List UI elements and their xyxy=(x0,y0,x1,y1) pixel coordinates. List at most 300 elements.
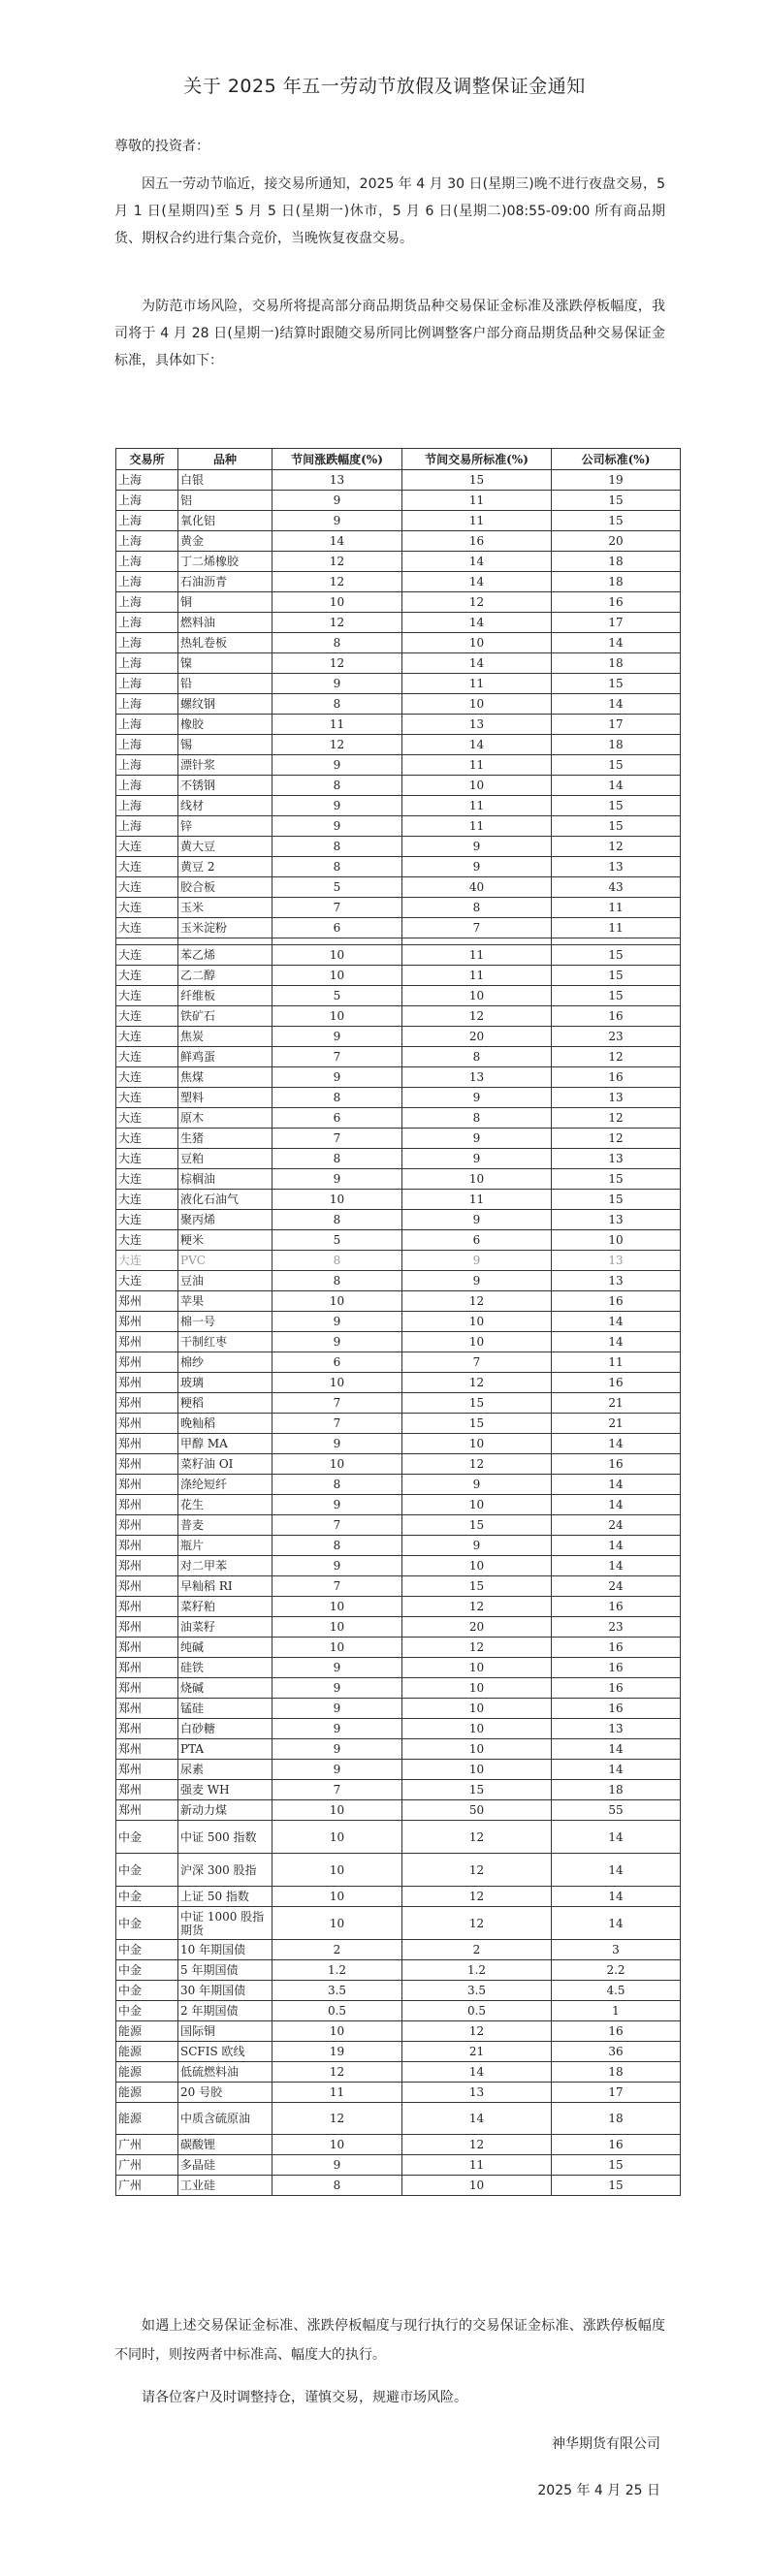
cell-exchange: 中金 xyxy=(116,1960,178,1981)
cell-product: 铅 xyxy=(178,674,272,694)
cell-exchange-standard: 9 xyxy=(402,1475,552,1495)
table-row xyxy=(116,552,681,572)
cell-exchange-standard: 9 xyxy=(402,1210,552,1230)
cell-exchange: 上海 xyxy=(116,653,178,674)
cell-exchange-standard: 15 xyxy=(402,470,552,491)
cell-company-standard: 15 xyxy=(552,491,681,511)
cell-exchange: 大连 xyxy=(116,877,178,898)
cell-limit: 10 xyxy=(272,1887,402,1907)
table-row xyxy=(116,2021,681,2042)
table-row xyxy=(116,1638,681,1658)
cell-exchange: 大连 xyxy=(116,1190,178,1210)
cell-exchange: 上海 xyxy=(116,735,178,755)
cell-limit: 12 xyxy=(272,552,402,572)
cell-company-standard: 15 xyxy=(552,1190,681,1210)
cell-exchange-standard: 12 xyxy=(402,2135,552,2155)
cell-exchange-standard: 20 xyxy=(402,1617,552,1638)
header-exchange: 交易所 xyxy=(116,449,178,470)
cell-limit: 8 xyxy=(272,1088,402,1108)
table-row xyxy=(116,898,681,918)
cell-limit: 3.5 xyxy=(272,1981,402,2001)
cell-limit: 10 xyxy=(272,2021,402,2042)
cell-company-standard: 24 xyxy=(552,1515,681,1536)
cell-product: 焦煤 xyxy=(178,1067,272,1088)
table-row xyxy=(116,1230,681,1251)
cell-company-standard: 14 xyxy=(552,694,681,715)
table-row xyxy=(116,1960,681,1981)
cell-company-standard: 14 xyxy=(552,1434,681,1454)
gap-cell xyxy=(402,938,552,945)
cell-company-standard: 15 xyxy=(552,511,681,531)
cell-exchange: 郑州 xyxy=(116,1678,178,1699)
cell-company-standard: 23 xyxy=(552,1027,681,1047)
table-row xyxy=(116,1149,681,1169)
cell-product: 油菜籽 xyxy=(178,1617,272,1638)
header-limit: 节间涨跌幅度(%) xyxy=(272,449,402,470)
cell-company-standard: 36 xyxy=(552,2042,681,2062)
cell-exchange-standard: 11 xyxy=(402,755,552,776)
cell-product: 生猪 xyxy=(178,1129,272,1149)
paragraph-margin-adjust: 为防范市场风险，交易所将提高部分商品期货品种交易保证金标准及涨跌停板幅度，我司将于 4 月 28 日(星期一)结算时跟随交易所同比例调整客户部分商品期货品种交易保证金标准，具体如下： xyxy=(114,299,665,368)
cell-product: 瓶片 xyxy=(178,1536,272,1556)
cell-exchange-standard: 3.5 xyxy=(402,1981,552,2001)
cell-company-standard: 18 xyxy=(552,1780,681,1800)
cell-exchange: 能源 xyxy=(116,2103,178,2135)
table-row xyxy=(116,2042,681,2062)
table-row xyxy=(116,1352,681,1373)
cell-company-standard: 13 xyxy=(552,1719,681,1739)
gap-cell xyxy=(552,938,681,945)
cell-exchange-standard: 8 xyxy=(402,898,552,918)
cell-exchange: 上海 xyxy=(116,776,178,796)
cell-product: 白砂糖 xyxy=(178,1719,272,1739)
cell-exchange-standard: 11 xyxy=(402,966,552,986)
cell-limit: 9 xyxy=(272,1027,402,1047)
cell-product: 尿素 xyxy=(178,1760,272,1780)
cell-product: 花生 xyxy=(178,1495,272,1515)
cell-exchange-standard: 10 xyxy=(402,633,552,653)
cell-limit: 9 xyxy=(272,1739,402,1760)
cell-exchange-standard: 9 xyxy=(402,1129,552,1149)
cell-product: 焦炭 xyxy=(178,1027,272,1047)
cell-exchange: 郑州 xyxy=(116,1414,178,1434)
cell-company-standard: 14 xyxy=(552,1536,681,1556)
cell-exchange: 大连 xyxy=(116,966,178,986)
cell-limit: 9 xyxy=(272,796,402,816)
cell-company-standard: 23 xyxy=(552,1617,681,1638)
cell-exchange: 大连 xyxy=(116,1169,178,1190)
cell-product: 沪深 300 股指 xyxy=(178,1854,272,1887)
table-row xyxy=(116,1332,681,1352)
cell-company-standard: 24 xyxy=(552,1576,681,1597)
cell-exchange-standard: 10 xyxy=(402,1495,552,1515)
cell-limit: 10 xyxy=(272,966,402,986)
table-row xyxy=(116,776,681,796)
cell-exchange: 郑州 xyxy=(116,1638,178,1658)
cell-exchange: 广州 xyxy=(116,2155,178,2176)
cell-exchange: 大连 xyxy=(116,1067,178,1088)
cell-exchange: 郑州 xyxy=(116,1556,178,1576)
cell-limit: 9 xyxy=(272,755,402,776)
cell-limit: 7 xyxy=(272,1047,402,1067)
cell-limit: 2 xyxy=(272,1940,402,1960)
cell-exchange: 大连 xyxy=(116,898,178,918)
table-row xyxy=(116,837,681,857)
cell-product: 对二甲苯 xyxy=(178,1556,272,1576)
cell-exchange: 郑州 xyxy=(116,1780,178,1800)
table-row xyxy=(116,1067,681,1088)
cell-exchange: 郑州 xyxy=(116,1495,178,1515)
cell-company-standard: 16 xyxy=(552,1597,681,1617)
cell-product: 镍 xyxy=(178,653,272,674)
cell-exchange-standard: 12 xyxy=(402,1006,552,1027)
cell-product: 原木 xyxy=(178,1108,272,1129)
cell-company-standard: 17 xyxy=(552,2083,681,2103)
cell-exchange: 郑州 xyxy=(116,1475,178,1495)
cell-company-standard: 15 xyxy=(552,796,681,816)
cell-company-standard: 13 xyxy=(552,857,681,877)
cell-exchange: 中金 xyxy=(116,1907,178,1940)
cell-company-standard: 18 xyxy=(552,572,681,592)
cell-product: 白银 xyxy=(178,470,272,491)
cell-exchange-standard: 11 xyxy=(402,2155,552,2176)
cell-exchange: 郑州 xyxy=(116,1373,178,1393)
cell-product: 上证 50 指数 xyxy=(178,1887,272,1907)
cell-company-standard: 10 xyxy=(552,1230,681,1251)
issue-date: 2025 年 4 月 25 日 xyxy=(537,2483,660,2498)
cell-product: 早籼稻 RI xyxy=(178,1576,272,1597)
cell-limit: 7 xyxy=(272,1414,402,1434)
cell-limit: 9 xyxy=(272,1658,402,1678)
cell-company-standard: 15 xyxy=(552,816,681,837)
cell-product: 粳米 xyxy=(178,1230,272,1251)
table-row xyxy=(116,1854,681,1887)
cell-company-standard: 15 xyxy=(552,986,681,1006)
cell-company-standard: 15 xyxy=(552,945,681,966)
table-row xyxy=(116,1312,681,1332)
cell-exchange-standard: 12 xyxy=(402,1373,552,1393)
cell-product: 棉一号 xyxy=(178,1312,272,1332)
cell-limit: 9 xyxy=(272,491,402,511)
cell-exchange-standard: 9 xyxy=(402,1271,552,1291)
cell-exchange: 郑州 xyxy=(116,1760,178,1780)
cell-exchange-standard: 9 xyxy=(402,1251,552,1271)
cell-product: 晚籼稻 xyxy=(178,1414,272,1434)
cell-limit: 8 xyxy=(272,837,402,857)
cell-exchange: 上海 xyxy=(116,755,178,776)
cell-limit: 9 xyxy=(272,1495,402,1515)
cell-product: 丁二烯橡胶 xyxy=(178,552,272,572)
table-row xyxy=(116,1475,681,1495)
cell-limit: 11 xyxy=(272,2083,402,2103)
cell-company-standard: 14 xyxy=(552,1495,681,1515)
cell-product: 鲜鸡蛋 xyxy=(178,1047,272,1067)
cell-limit: 12 xyxy=(272,2062,402,2083)
cell-exchange-standard: 15 xyxy=(402,1780,552,1800)
cell-exchange: 上海 xyxy=(116,592,178,613)
table-row xyxy=(116,1597,681,1617)
cell-company-standard: 14 xyxy=(552,776,681,796)
table-row xyxy=(116,715,681,735)
cell-product: 中证 500 指数 xyxy=(178,1821,272,1854)
cell-company-standard: 15 xyxy=(552,2176,681,2196)
cell-product: 氧化铝 xyxy=(178,511,272,531)
table-row xyxy=(116,1556,681,1576)
cell-product: 国际铜 xyxy=(178,2021,272,2042)
table-row xyxy=(116,1108,681,1129)
cell-company-standard: 1 xyxy=(552,2001,681,2021)
cell-exchange-standard: 20 xyxy=(402,1027,552,1047)
cell-company-standard: 16 xyxy=(552,1373,681,1393)
cell-exchange: 郑州 xyxy=(116,1699,178,1719)
cell-product: 豆油 xyxy=(178,1271,272,1291)
cell-limit: 10 xyxy=(272,1821,402,1854)
cell-exchange-standard: 10 xyxy=(402,1556,552,1576)
cell-company-standard: 16 xyxy=(552,1678,681,1699)
gap-cell xyxy=(178,938,272,945)
cell-company-standard: 18 xyxy=(552,653,681,674)
cell-product: 烧碱 xyxy=(178,1678,272,1699)
cell-exchange-standard: 10 xyxy=(402,1658,552,1678)
cell-exchange: 能源 xyxy=(116,2062,178,2083)
cell-exchange-standard: 14 xyxy=(402,2062,552,2083)
cell-product: 中质含硫原油 xyxy=(178,2103,272,2135)
cell-product: SCFIS 欧线 xyxy=(178,2042,272,2062)
table-row xyxy=(116,1719,681,1739)
table-row xyxy=(116,1536,681,1556)
cell-exchange-standard: 11 xyxy=(402,1190,552,1210)
cell-exchange: 郑州 xyxy=(116,1332,178,1352)
cell-company-standard: 3 xyxy=(552,1940,681,1960)
cell-product: 普麦 xyxy=(178,1515,272,1536)
cell-product: PTA xyxy=(178,1739,272,1760)
table-row xyxy=(116,1887,681,1907)
cell-limit: 9 xyxy=(272,1067,402,1088)
cell-exchange: 中金 xyxy=(116,1940,178,1960)
cell-exchange-standard: 14 xyxy=(402,572,552,592)
table-row xyxy=(116,1821,681,1854)
cell-limit: 9 xyxy=(272,1434,402,1454)
table-row xyxy=(116,1251,681,1271)
table-row xyxy=(116,1617,681,1638)
cell-company-standard: 14 xyxy=(552,1475,681,1495)
cell-limit: 7 xyxy=(272,1515,402,1536)
cell-exchange-standard: 10 xyxy=(402,694,552,715)
cell-exchange: 郑州 xyxy=(116,1515,178,1536)
cell-product: 锌 xyxy=(178,816,272,837)
cell-company-standard: 15 xyxy=(552,755,681,776)
cell-company-standard: 14 xyxy=(552,1907,681,1940)
cell-limit: 8 xyxy=(272,1251,402,1271)
table-row xyxy=(116,1129,681,1149)
cell-limit: 10 xyxy=(272,1006,402,1027)
cell-product: 燃料油 xyxy=(178,613,272,633)
table-row xyxy=(116,2062,681,2083)
cell-exchange-standard: 0.5 xyxy=(402,2001,552,2021)
cell-exchange-standard: 10 xyxy=(402,1434,552,1454)
cell-limit: 6 xyxy=(272,918,402,938)
cell-product: 强麦 WH xyxy=(178,1780,272,1800)
cell-company-standard: 11 xyxy=(552,1352,681,1373)
cell-limit: 1.2 xyxy=(272,1960,402,1981)
cell-exchange: 上海 xyxy=(116,715,178,735)
cell-product: 铜 xyxy=(178,592,272,613)
cell-company-standard: 13 xyxy=(552,1088,681,1108)
table-row xyxy=(116,572,681,592)
cell-exchange: 大连 xyxy=(116,986,178,1006)
cell-exchange-standard: 16 xyxy=(402,531,552,552)
cell-limit: 5 xyxy=(272,877,402,898)
cell-company-standard: 16 xyxy=(552,2021,681,2042)
table-row xyxy=(116,735,681,755)
cell-exchange: 广州 xyxy=(116,2135,178,2155)
cell-exchange: 上海 xyxy=(116,796,178,816)
table-row xyxy=(116,1393,681,1414)
cell-limit: 8 xyxy=(272,694,402,715)
cell-company-standard: 14 xyxy=(552,1332,681,1352)
cell-exchange-standard: 14 xyxy=(402,2103,552,2135)
cell-product: 螺纹钢 xyxy=(178,694,272,715)
cell-exchange-standard: 15 xyxy=(402,1393,552,1414)
cell-exchange-standard: 11 xyxy=(402,945,552,966)
cell-limit: 10 xyxy=(272,1373,402,1393)
cell-exchange-standard: 13 xyxy=(402,1067,552,1088)
cell-limit: 8 xyxy=(272,1475,402,1495)
cell-exchange-standard: 10 xyxy=(402,1169,552,1190)
cell-product: 热轧卷板 xyxy=(178,633,272,653)
cell-exchange-standard: 9 xyxy=(402,1088,552,1108)
cell-exchange-standard: 12 xyxy=(402,1887,552,1907)
cell-limit: 10 xyxy=(272,945,402,966)
table-row xyxy=(116,1414,681,1434)
gap-cell xyxy=(272,938,402,945)
table-row xyxy=(116,2135,681,2155)
cell-exchange: 大连 xyxy=(116,1271,178,1291)
table-row xyxy=(116,633,681,653)
cell-product: 漂针浆 xyxy=(178,755,272,776)
cell-exchange: 郑州 xyxy=(116,1454,178,1475)
cell-limit: 9 xyxy=(272,511,402,531)
cell-limit: 7 xyxy=(272,1576,402,1597)
table-row xyxy=(116,918,681,938)
table-row xyxy=(116,1210,681,1230)
cell-company-standard: 15 xyxy=(552,2155,681,2176)
table-row xyxy=(116,1454,681,1475)
cell-exchange-standard: 12 xyxy=(402,1907,552,1940)
cell-product: 苯乙烯 xyxy=(178,945,272,966)
cell-exchange-standard: 12 xyxy=(402,1821,552,1854)
cell-product: 石油沥青 xyxy=(178,572,272,592)
cell-company-standard: 16 xyxy=(552,1454,681,1475)
cell-company-standard: 14 xyxy=(552,1739,681,1760)
cell-limit: 10 xyxy=(272,1617,402,1638)
cell-product: 菜籽油 OI xyxy=(178,1454,272,1475)
cell-limit: 10 xyxy=(272,1190,402,1210)
cell-exchange-standard: 8 xyxy=(402,1047,552,1067)
table-row xyxy=(116,1699,681,1719)
cell-product: 锡 xyxy=(178,735,272,755)
cell-exchange-standard: 9 xyxy=(402,837,552,857)
cell-exchange-standard: 7 xyxy=(402,1352,552,1373)
cell-exchange-standard: 12 xyxy=(402,1597,552,1617)
cell-limit: 8 xyxy=(272,776,402,796)
cell-limit: 9 xyxy=(272,1169,402,1190)
cell-exchange: 上海 xyxy=(116,694,178,715)
cell-company-standard: 16 xyxy=(552,1006,681,1027)
cell-company-standard: 13 xyxy=(552,1271,681,1291)
cell-product: 涤纶短纤 xyxy=(178,1475,272,1495)
cell-exchange: 大连 xyxy=(116,1210,178,1230)
table-header-row xyxy=(116,449,681,470)
cell-exchange: 上海 xyxy=(116,674,178,694)
cell-exchange-standard: 15 xyxy=(402,1515,552,1536)
cell-limit: 7 xyxy=(272,1780,402,1800)
cell-exchange-standard: 13 xyxy=(402,715,552,735)
header-exchange-standard: 节间交易所标准(%) xyxy=(402,449,552,470)
cell-company-standard: 16 xyxy=(552,2135,681,2155)
cell-exchange: 大连 xyxy=(116,1149,178,1169)
cell-exchange: 大连 xyxy=(116,1230,178,1251)
cell-limit: 10 xyxy=(272,1597,402,1617)
cell-limit: 8 xyxy=(272,2176,402,2196)
cell-exchange: 郑州 xyxy=(116,1576,178,1597)
table-row xyxy=(116,816,681,837)
cell-limit: 7 xyxy=(272,898,402,918)
cell-product: 黄豆 2 xyxy=(178,857,272,877)
cell-exchange-standard: 10 xyxy=(402,1760,552,1780)
cell-product: 2 年期国债 xyxy=(178,2001,272,2021)
cell-company-standard: 16 xyxy=(552,1067,681,1088)
table-row xyxy=(116,1678,681,1699)
table-row xyxy=(116,1907,681,1940)
cell-product: 30 年期国债 xyxy=(178,1981,272,2001)
cell-company-standard: 4.5 xyxy=(552,1981,681,2001)
cell-product: 黄金 xyxy=(178,531,272,552)
cell-limit: 8 xyxy=(272,1271,402,1291)
cell-limit: 13 xyxy=(272,470,402,491)
cell-exchange: 大连 xyxy=(116,1108,178,1129)
cell-limit: 12 xyxy=(272,613,402,633)
cell-exchange: 上海 xyxy=(116,816,178,837)
cell-limit: 9 xyxy=(272,674,402,694)
cell-product: 玉米淀粉 xyxy=(178,918,272,938)
cell-limit: 12 xyxy=(272,735,402,755)
cell-company-standard: 13 xyxy=(552,1251,681,1271)
cell-limit: 6 xyxy=(272,1352,402,1373)
header-product: 品种 xyxy=(178,449,272,470)
cell-company-standard: 17 xyxy=(552,613,681,633)
cell-exchange-standard: 10 xyxy=(402,1332,552,1352)
cell-exchange: 郑州 xyxy=(116,1617,178,1638)
cell-exchange-standard: 14 xyxy=(402,735,552,755)
cell-company-standard: 18 xyxy=(552,552,681,572)
cell-company-standard: 12 xyxy=(552,1129,681,1149)
cell-product: 工业硅 xyxy=(178,2176,272,2196)
cell-exchange: 大连 xyxy=(116,1027,178,1047)
table-row xyxy=(116,796,681,816)
cell-exchange: 郑州 xyxy=(116,1597,178,1617)
cell-exchange-standard: 6 xyxy=(402,1230,552,1251)
cell-limit: 8 xyxy=(272,857,402,877)
cell-exchange-standard: 11 xyxy=(402,674,552,694)
table-row xyxy=(116,1800,681,1821)
table-row xyxy=(116,966,681,986)
cell-exchange: 广州 xyxy=(116,2176,178,2196)
cell-company-standard: 16 xyxy=(552,1658,681,1678)
cell-limit: 12 xyxy=(272,572,402,592)
cell-limit: 9 xyxy=(272,1719,402,1739)
cell-product: 玻璃 xyxy=(178,1373,272,1393)
